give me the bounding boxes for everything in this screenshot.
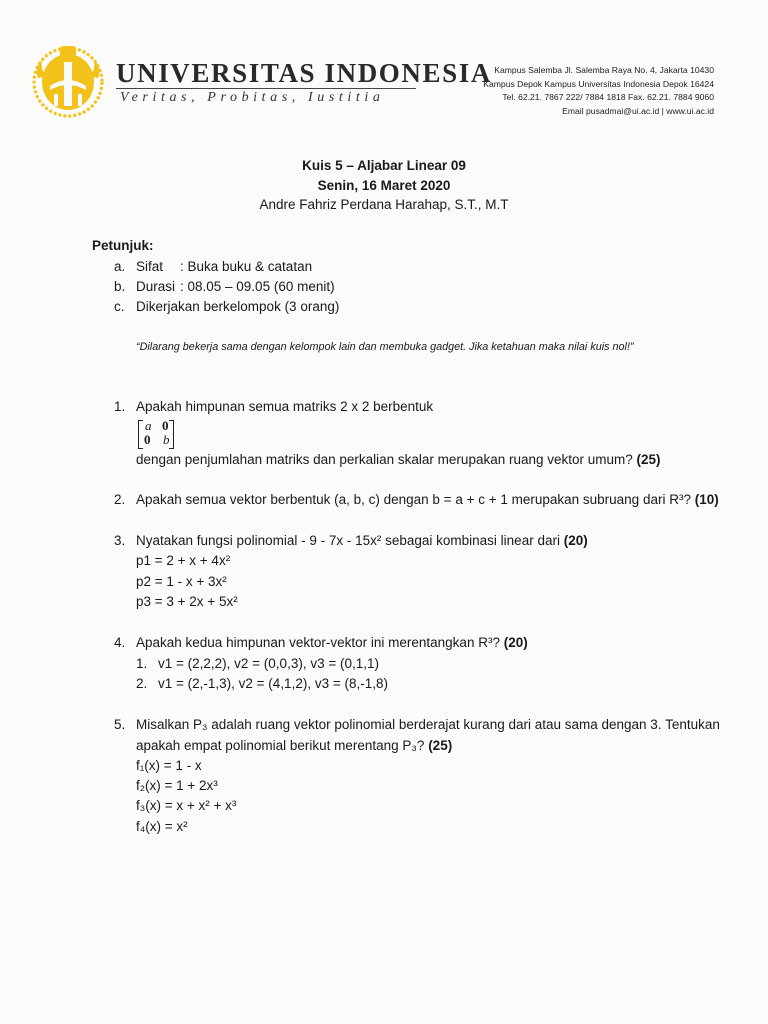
address-line: Tel. 62.21. 7867 222/ 7884 1818 Fax. 62.21. 7884 9060 <box>502 92 714 102</box>
polynomial-item: f₂(x) = 1 + 2x³ <box>136 778 218 793</box>
question-5 <box>114 717 720 732</box>
warning-note: “Dilarang bekerja sama dengan kelompok lain dan membuka gadget. Jika ketahuan maka nilai kuis nol!” <box>136 341 634 353</box>
polynomial-item: p2 = 1 - x + 3x² <box>136 574 227 589</box>
question-2 <box>114 492 719 507</box>
university-motto: Veritas, Probitas, Iustitia <box>120 90 385 105</box>
vector-set-item <box>136 676 388 691</box>
question-3 <box>114 533 588 548</box>
vector-set-text: v1 = (2,2,2), v2 = (0,0,3), v3 = (0,1,1) <box>158 656 379 671</box>
matrix-2x2 <box>136 419 176 449</box>
matrix-cell: a <box>145 418 152 433</box>
question-number: 4. <box>114 635 126 650</box>
polynomial-item: f₃(x) = x + x² + x³ <box>136 798 237 813</box>
matrix-cell: 0 <box>144 432 151 447</box>
matrix-cell: 0 <box>162 418 169 433</box>
question-number: 2. <box>114 492 126 507</box>
question-points: (25) <box>428 738 453 753</box>
motto-divider <box>116 88 416 89</box>
matrix-cell: b <box>163 432 170 447</box>
instruction-item <box>114 279 335 294</box>
question-points: (20) <box>563 533 588 548</box>
vector-set-number: 2. <box>136 676 148 691</box>
address-line: Kampus Salemba Jl. Salemba Raya No. 4, Jakarta 10430 <box>494 65 714 75</box>
polynomial-item: p3 = 3 + 2x + 5x² <box>136 594 238 609</box>
polynomial-item: f₄(x) = x² <box>136 819 188 834</box>
instruction-item <box>114 299 339 314</box>
question-text: dengan penjumlahan matriks dan perkalian skalar merupakan ruang vektor umum? <box>136 452 633 467</box>
instruction-key: Sifat <box>136 259 164 274</box>
question-points: (20) <box>503 635 528 650</box>
university-logo-icon <box>30 38 106 118</box>
question-text: Apakah semua vektor berbentuk (a, b, c) dengan b = a + c + 1 merupakan subruang dari R³? <box>136 492 691 507</box>
polynomial-item: f₁(x) = 1 - x <box>136 758 202 773</box>
question-points: (10) <box>694 492 719 507</box>
address-block <box>483 64 714 118</box>
letterhead <box>0 0 768 130</box>
instruction-value: : 08.05 – 09.05 (60 menit) <box>180 279 335 294</box>
vector-set-item <box>136 656 379 671</box>
question-5-continued <box>136 738 452 753</box>
quiz-title: Kuis 5 – Aljabar Linear 09 <box>302 158 466 173</box>
instruction-letter: b. <box>114 279 126 294</box>
instruction-letter: c. <box>114 299 125 314</box>
question-number: 3. <box>114 533 126 548</box>
question-1-continued <box>136 452 661 467</box>
lecturer-name: Andre Fahriz Perdana Harahap, S.T., M.T <box>259 197 509 212</box>
question-text: Apakah himpunan semua matriks 2 x 2 berbentuk <box>136 399 434 414</box>
instruction-item <box>114 259 312 274</box>
question-1 <box>114 399 433 414</box>
question-number: 5. <box>114 717 126 732</box>
address-line: Email pusadmai@ui.ac.id | www.ui.ac.id <box>562 105 714 116</box>
vector-set-text: v1 = (2,-1,3), v2 = (4,1,2), v3 = (8,-1,8) <box>158 676 388 691</box>
instruction-value: Dikerjakan berkelompok (3 orang) <box>136 299 340 314</box>
question-points: (25) <box>636 452 661 467</box>
instruction-value: : Buka buku & catatan <box>180 259 313 274</box>
address-line: Kampus Depok Kampus Universitas Indonesia Depok 16424 <box>483 78 714 89</box>
vector-set-number: 1. <box>136 656 148 671</box>
question-4 <box>114 635 528 650</box>
university-name: UNIVERSITAS INDONESIA <box>116 58 492 88</box>
polynomial-item: p1 = 2 + x + 4x² <box>136 553 231 568</box>
question-text: Apakah kedua himpunan vektor-vektor ini merentangkan R³? <box>136 635 500 650</box>
instruction-letter: a. <box>114 259 126 274</box>
question-text: Nyatakan fungsi polinomial - 9 - 7x - 15x² sebagai kombinasi linear dari <box>136 533 560 548</box>
instructions-heading: Petunjuk: <box>92 238 154 253</box>
question-text: Misalkan P₃ adalah ruang vektor polinomial berderajat kurang dari atau sama dengan 3. Tentukan <box>136 717 720 732</box>
question-number: 1. <box>114 399 126 414</box>
quiz-date: Senin, 16 Maret 2020 <box>317 178 451 193</box>
question-text: apakah empat polinomial berikut merentang P₃? <box>136 738 425 753</box>
matrix-left-bracket <box>138 420 143 449</box>
instruction-key: Durasi <box>136 279 176 294</box>
